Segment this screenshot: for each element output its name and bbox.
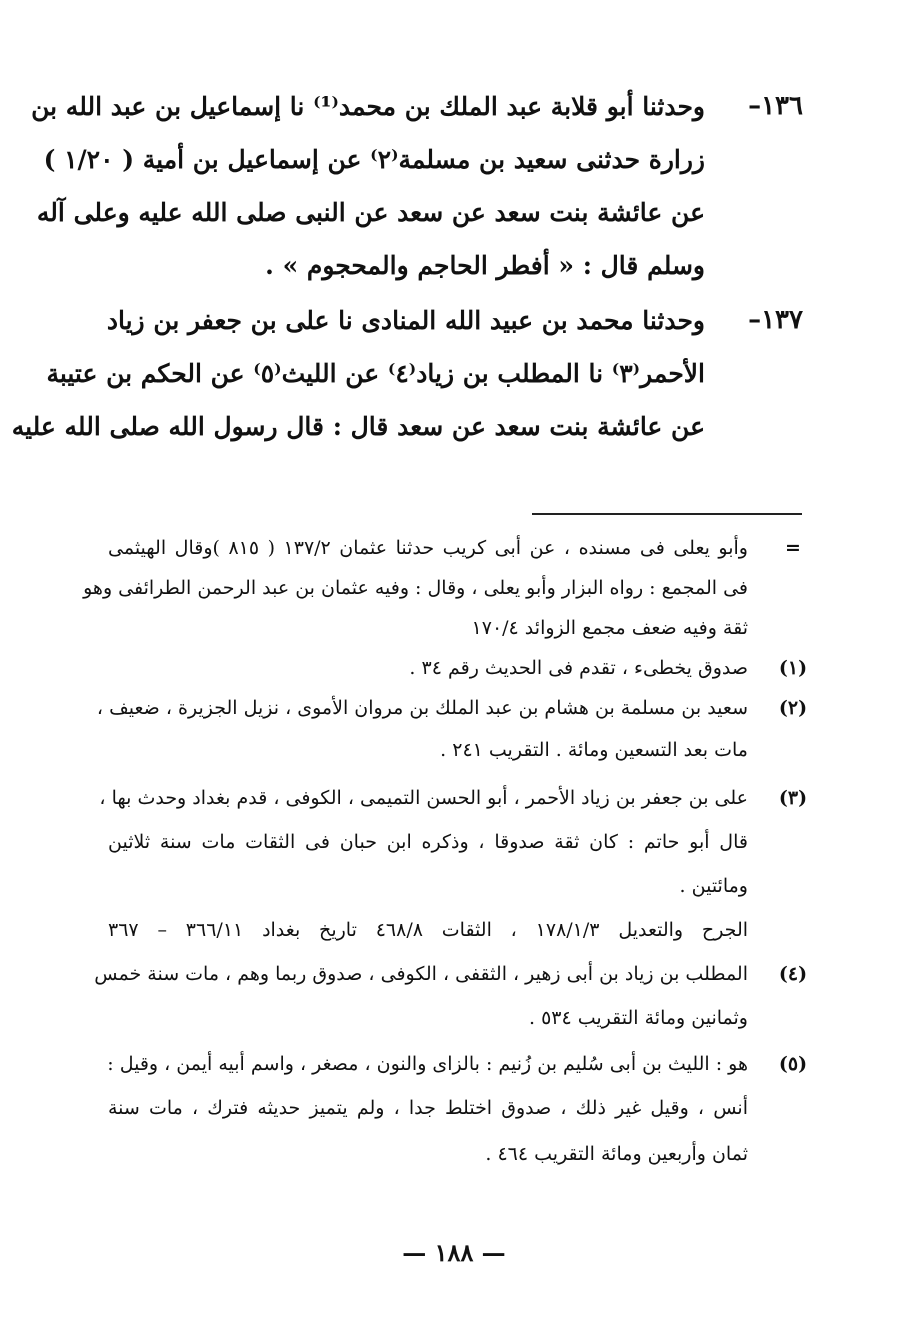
- footnote-line: وثمانين ومائة التقريب ٥٣٤ .: [528, 1007, 748, 1029]
- entry-line: زرارة حدثنى سعيد بن مسلمة⁽٢⁾ عن إسماعيل بن أمية ( ١/٢٠ ): [43, 145, 705, 174]
- footnote-line: وأبو يعلى فى مسنده ، عن أبى كريب حدثنا عثمان ١٣٧/٢ ( ٨١٥ )وقال الهيثمى: [108, 537, 748, 559]
- footnote-marker: =: [785, 537, 801, 559]
- entry-number: ١٣٧–: [748, 305, 803, 335]
- page-number: — ١٨٨ —: [402, 1238, 506, 1267]
- footnote-marker: (٤): [778, 963, 808, 985]
- entry-line: الأحمر⁽٣⁾ نا المطلب بن زياد⁽٤⁾ عن الليث⁽٥⁾ عن الحكم بن عتيبة: [46, 359, 705, 388]
- footnote-line: مات بعد التسعين ومائة . التقريب ٢٤١ .: [440, 739, 748, 761]
- entry-line: وحدثنا أبو قلابة عبد الملك بن محمد⁽¹⁾ نا إسماعيل بن عبد الله بن: [31, 92, 705, 121]
- footnote-marker: (٢): [778, 697, 808, 719]
- footnote-marker: (١): [778, 657, 808, 679]
- footnote-line: ومائتين .: [679, 875, 748, 897]
- entry-line: عن عائشة بنت سعد عن سعد قال : قال رسول الله صلى الله عليه: [11, 412, 705, 441]
- footnote-line: الجرح والتعديل ١٧٨/١/٣ ، الثقات ٤٦٨/٨ تاريخ بغداد ٣٦٦/١١ – ٣٦٧: [108, 919, 749, 941]
- footnote-line: صدوق يخطىء ، تقدم فى الحديث رقم ٣٤ .: [409, 657, 748, 679]
- footnote-line: ثمان وأربعين ومائة التقريب ٤٦٤ .: [485, 1143, 748, 1165]
- footnote-line: المطلب بن زياد بن أبى زهير ، الثقفى ، الكوفى ، صدوق ربما وهم ، مات سنة خمس: [94, 963, 748, 985]
- entry-line: وحدثنا محمد بن عبيد الله المنادى نا على بن جعفر بن زياد: [106, 306, 705, 335]
- footnote-line: هو : الليث بن أبى سُليم بن زُنيم : بالزاى والنون ، مصغر ، واسم أبيه أيمن ، وقيل :: [107, 1053, 748, 1075]
- footnote-marker: (٥): [778, 1053, 808, 1075]
- entry-number: ١٣٦–: [748, 91, 803, 121]
- hadith-entry-136: [31, 80, 803, 292]
- footnote-line: قال أبو حاتم : كان ثقة صدوقا ، وذكره ابن حبان فى الثقات مات سنة ثلاثين: [108, 831, 748, 853]
- footnote-line: ثقة وفيه ضعف مجمع الزوائد ١٧٠/٤: [471, 617, 748, 639]
- entry-line: عن عائشة بنت سعد عن سعد عن النبى صلى الله عليه وعلى آله: [36, 198, 705, 227]
- footnote-marker: (٣): [778, 787, 808, 809]
- footnote-line: سعيد بن مسلمة بن هشام بن عبد الملك بن مروان الأموى ، نزيل الجزيرة ، ضعيف ،: [96, 697, 748, 719]
- entry-line: وسلم قال : « أفطر الحاجم والمحجوم » .: [265, 251, 705, 280]
- hadith-entry-137: [11, 294, 803, 453]
- footnote-line: على بن جعفر بن زياد الأحمر ، أبو الحسن التميمى ، الكوفى ، قدم بغداد وحدث بها ،: [99, 787, 748, 809]
- footnote-line: أنس ، وقيل غير ذلك ، صدوق اختلط جدا ، ولم يتميز حديثه فترك ، مات سنة: [108, 1097, 748, 1119]
- footnote-divider: [532, 513, 802, 515]
- footnote-line: فى المجمع : رواه البزار وأبو يعلى ، وقال : وفيه عثمان بن عبد الرحمن الطرائفى وهو: [83, 577, 748, 599]
